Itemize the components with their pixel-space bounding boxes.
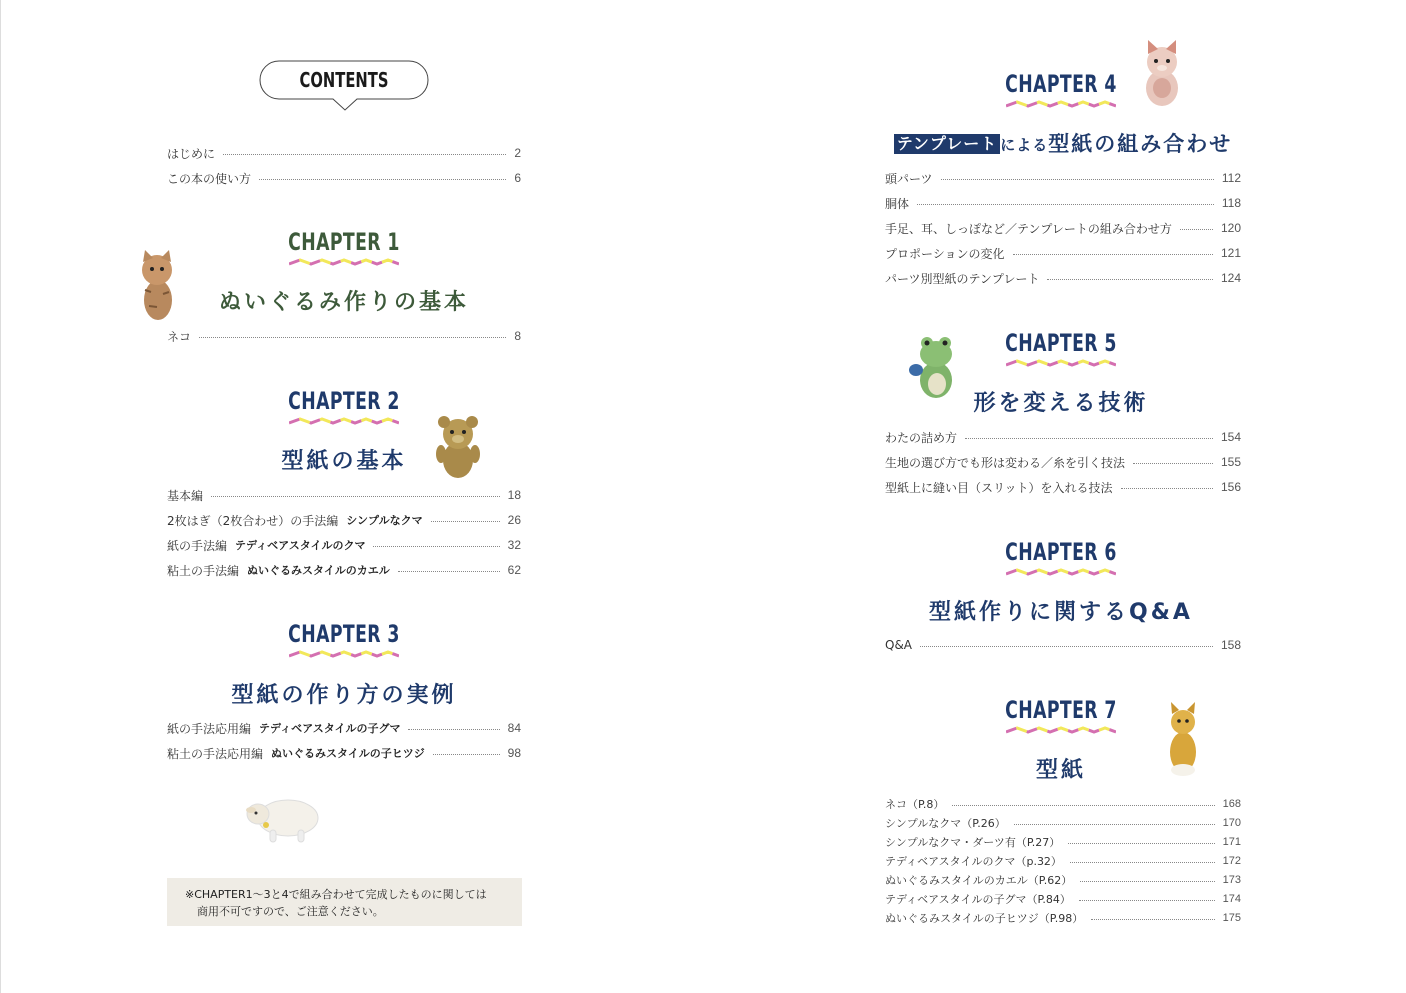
toc-page: 112	[1221, 171, 1241, 185]
dot-leader	[917, 204, 1214, 205]
toc-title: 基本編	[167, 488, 204, 503]
toc-page: 120	[1220, 221, 1241, 235]
toc-title: 粘土の手法応用編	[167, 746, 264, 761]
dot-leader	[1080, 881, 1214, 882]
chapter-2-heading	[244, 387, 444, 425]
toc-row[interactable]	[167, 328, 521, 344]
toc-row[interactable]	[167, 170, 521, 186]
toc-title: Q&A	[885, 638, 913, 652]
toc-page: 118	[1221, 196, 1241, 210]
dot-leader	[431, 521, 500, 522]
fox-plush-icon	[1163, 702, 1205, 778]
toc-title: パーツ別型紙のテンプレート	[885, 271, 1040, 286]
dot-leader	[259, 179, 506, 180]
toc-title: ぬいぐるみスタイルの子ヒツジ（P.98）	[885, 912, 1084, 925]
dot-leader	[433, 754, 500, 755]
toc-page: 156	[1220, 480, 1241, 494]
title-rest: 型紙の組み合わせ	[1048, 132, 1233, 156]
dot-leader	[408, 729, 499, 730]
toc-page: 2	[514, 146, 521, 160]
toc-title: ネコ（P.8）	[885, 798, 945, 811]
toc-row[interactable]	[167, 512, 521, 528]
toc-page: 98	[507, 746, 521, 760]
toc-row[interactable]	[885, 454, 1241, 470]
toc-title: 2枚はぎ（2枚合わせ）の手法編	[167, 513, 339, 528]
dot-leader	[223, 154, 506, 155]
toc-title: プロポーションの変化	[885, 246, 1005, 261]
fox-plush-icon	[1136, 40, 1188, 110]
toc-row[interactable]	[885, 479, 1241, 495]
toc-row[interactable]	[167, 145, 521, 161]
dot-leader	[1133, 463, 1213, 464]
toc-page: 84	[507, 721, 521, 735]
note-box	[167, 878, 522, 926]
toc-page: 18	[507, 488, 521, 502]
chapter-label: CHAPTER 3	[288, 620, 400, 648]
dot-leader	[1068, 843, 1214, 844]
toc-subtitle: シンプルなクマ	[346, 514, 423, 527]
toc-row[interactable]	[885, 892, 1241, 906]
toc-row[interactable]	[885, 911, 1241, 925]
toc-row[interactable]	[885, 270, 1241, 286]
chapter-2-title: 型紙の基本	[281, 449, 407, 474]
toc-page: 155	[1220, 455, 1241, 469]
toc-page: 154	[1220, 430, 1241, 444]
dot-leader	[1047, 279, 1213, 280]
toc-title: シンプルなクマ（P.26）	[885, 817, 1006, 830]
dot-leader	[1121, 488, 1213, 489]
note-line: 商用不可ですので、ご注意ください。	[197, 905, 384, 918]
dot-leader	[965, 438, 1213, 439]
chapter-3-heading	[244, 620, 444, 658]
toc-title: 生地の選び方でも形は変わる／糸を引く技法	[885, 455, 1126, 470]
template-badge: テンプレート	[894, 134, 1001, 154]
toc-page: 32	[507, 538, 521, 552]
chapter-5-title: 形を変える技術	[973, 391, 1149, 416]
teddy-bear-icon	[433, 414, 483, 480]
zigzag-underline-icon	[1006, 359, 1116, 367]
toc-page: 121	[1220, 246, 1241, 260]
toc-subtitle: テディベアスタイルのクマ	[235, 539, 366, 552]
contents-banner	[259, 60, 429, 110]
note-line: ※CHAPTER1〜3と4で組み合わせて完成したものに関しては	[185, 888, 487, 901]
toc-row[interactable]	[885, 797, 1241, 811]
toc-row[interactable]	[167, 537, 521, 553]
toc-title: この本の使い方	[167, 171, 252, 186]
dot-leader	[1180, 229, 1213, 230]
chapter-label: CHAPTER 2	[288, 387, 400, 415]
chapter-4-heading	[961, 70, 1161, 108]
toc-page: 174	[1222, 893, 1241, 905]
toc-page: 168	[1222, 798, 1241, 810]
zigzag-underline-icon	[289, 258, 399, 266]
toc-page: 124	[1220, 271, 1241, 285]
toc-page: 175	[1222, 912, 1241, 924]
chapter-6-heading	[961, 538, 1161, 576]
toc-row[interactable]	[885, 873, 1241, 887]
right-page	[703, 0, 1406, 993]
toc-title: 型紙上に縫い目（スリット）を入れる技法	[885, 480, 1113, 495]
dot-leader	[941, 179, 1214, 180]
toc-title: 頭パーツ	[885, 171, 933, 186]
chapter-label: CHAPTER 5	[1005, 329, 1117, 357]
cat-plush-icon	[135, 250, 181, 322]
toc-page: 170	[1222, 817, 1241, 829]
toc-subtitle: ぬいぐるみスタイルのカエル	[247, 564, 390, 577]
toc-page: 171	[1222, 836, 1241, 848]
toc-title: はじめに	[167, 146, 216, 161]
toc-row[interactable]	[885, 195, 1241, 211]
toc-page: 8	[514, 329, 521, 343]
chapter-7-heading	[961, 696, 1161, 734]
chapter-label: CHAPTER 4	[1005, 70, 1117, 98]
dot-leader	[1070, 862, 1215, 863]
toc-page: 158	[1220, 638, 1241, 652]
dot-leader	[1013, 254, 1213, 255]
chapter-6-title: 型紙作りに関するQ&A	[929, 600, 1193, 625]
dot-leader	[952, 805, 1214, 806]
toc-row[interactable]	[885, 854, 1241, 868]
toc-subtitle: ぬいぐるみスタイルの子ヒツジ	[271, 747, 425, 760]
toc-title: テディベアスタイルのクマ（p.32）	[885, 855, 1062, 868]
toc-row[interactable]	[885, 245, 1241, 261]
toc-page: 62	[507, 563, 521, 577]
chapter-label: CHAPTER 1	[288, 228, 400, 256]
toc-title: 手足、耳、しっぽなど／テンプレートの組み合わせ方	[885, 221, 1172, 236]
dot-leader	[1091, 919, 1214, 920]
toc-row[interactable]	[167, 562, 521, 578]
toc-row[interactable]	[167, 745, 521, 761]
dot-leader	[1079, 900, 1215, 901]
dot-leader	[373, 546, 499, 547]
dot-leader	[211, 496, 500, 497]
toc-page: 6	[514, 171, 521, 185]
chapter-4-title	[873, 128, 1253, 158]
chapter-1-title: ぬいぐるみ作りの基本	[218, 290, 469, 315]
toc-row[interactable]	[885, 637, 1241, 653]
dot-leader	[398, 571, 500, 572]
dot-leader	[199, 337, 506, 338]
title-connector: による	[1000, 136, 1049, 154]
toc-title: シンプルなクマ・ダーツ有（P.27）	[885, 836, 1061, 849]
chapter-7-title: 型紙	[1035, 758, 1086, 783]
toc-title: わたの詰め方	[885, 430, 958, 445]
toc-row[interactable]	[885, 835, 1241, 849]
toc-title: 粘土の手法編	[167, 563, 240, 578]
sheep-plush-icon	[244, 792, 322, 844]
toc-row[interactable]	[885, 170, 1241, 186]
toc-row[interactable]	[167, 487, 521, 503]
toc-title: ネコ	[167, 329, 192, 344]
chapter-3-title: 型紙の作り方の実例	[231, 683, 457, 708]
zigzag-underline-icon	[1006, 568, 1116, 576]
zigzag-underline-icon	[289, 417, 399, 425]
toc-page: 172	[1222, 855, 1241, 867]
toc-title: ぬいぐるみスタイルのカエル（P.62）	[885, 874, 1073, 887]
toc-title: 紙の手法応用編	[167, 721, 252, 736]
toc-page: 26	[507, 513, 521, 527]
chapter-1-heading	[244, 228, 444, 266]
chapter-5-heading	[961, 329, 1161, 367]
toc-title: 胴体	[885, 196, 910, 211]
toc-title: テディベアスタイルの子グマ（P.84）	[885, 893, 1071, 906]
toc-title: 紙の手法編	[167, 538, 228, 553]
toc-row[interactable]	[885, 429, 1241, 445]
toc-subtitle: テディベアスタイルの子グマ	[259, 722, 401, 735]
zigzag-underline-icon	[289, 650, 399, 658]
dot-leader	[920, 646, 1213, 647]
dot-leader	[1014, 824, 1215, 825]
contents-label: CONTENTS	[299, 68, 389, 92]
toc-row[interactable]	[885, 816, 1241, 830]
zigzag-underline-icon	[1006, 100, 1116, 108]
toc-row[interactable]	[885, 220, 1241, 236]
toc-row[interactable]	[167, 720, 521, 736]
chapter-label: CHAPTER 6	[1005, 538, 1117, 566]
chapter-label: CHAPTER 7	[1005, 696, 1117, 724]
zigzag-underline-icon	[1006, 726, 1116, 734]
toc-page: 173	[1222, 874, 1241, 886]
